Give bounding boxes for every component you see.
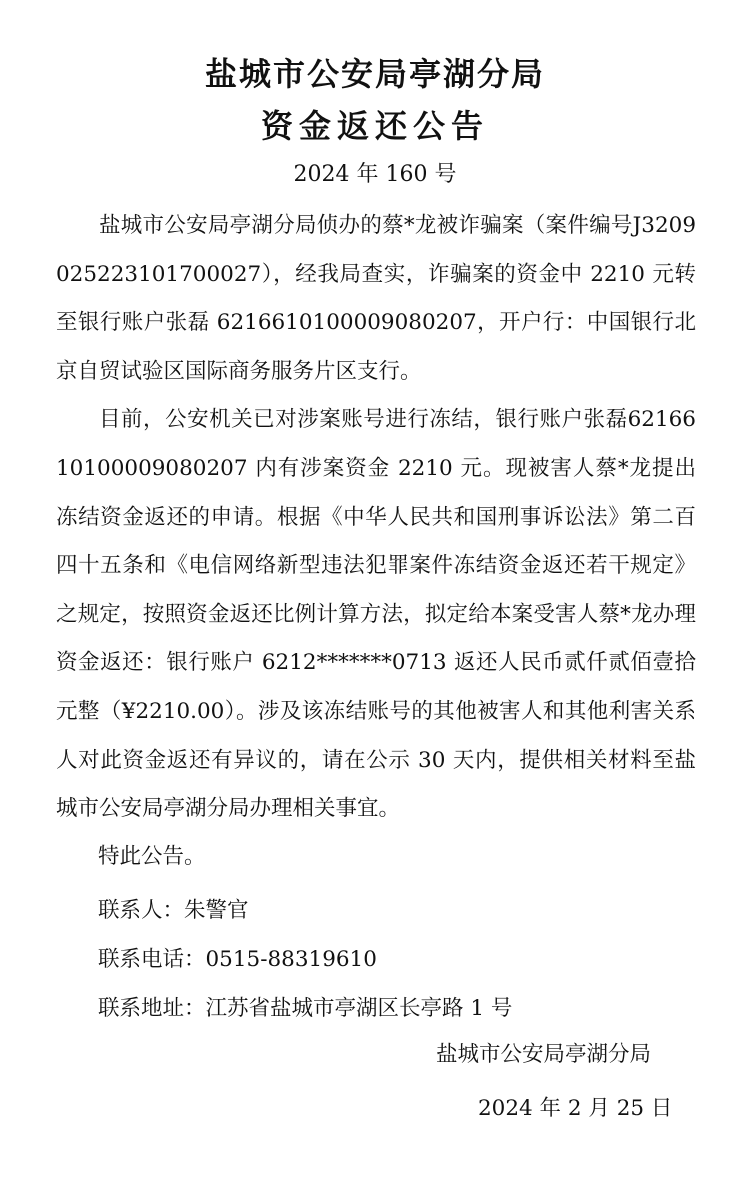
document-body <box>56 202 696 834</box>
document-title-line1: 盐城市公安局亭湖分局 <box>204 55 545 93</box>
document-title-line2: 资金返还公告 <box>260 107 489 145</box>
issue-date: 2024 年 2 月 25 日 <box>478 1096 673 1121</box>
paragraph-refund-notice: 目前，公安机关已对涉案账号进行冻结，银行账户张磊6216610100009080207 内有涉案资金 2210 元。现被害人蔡*龙提出冻结资金返还的申请。根据《中华人民共和国刑事诉讼法》第二百四十五条和《电信网络新型违法犯罪案件冻结资金返还若干规定》之规定，按照资金返还比例计算方法，拟定给本案受害人蔡*龙办理资金返还：银行账户 6212*******0713 返还人民币贰仟贰佰壹拾元整（¥2210.00）。涉及该冻结账号的其他被害人和其他利害关系人对此资金返还有异议的，请在公示 30 天内，提供相关材料至盐城市公安局亭湖分局办理相关事宜。 <box>56 407 696 822</box>
paragraph-case-details: 盐城市公安局亭湖分局侦办的蔡*龙被诈骗案（案件编号J320902522310170002​7），经我局查实，诈骗案的资金中 2210 元转至银行账户张磊 6216610100009080207，开户行：中国银行北京自贸试验区国际商务服务片区支行。 <box>56 213 696 384</box>
closing-notice: 特此公告。 <box>98 844 206 869</box>
contact-address: 联系地址：江苏省盐城市亭湖区长亭路 1 号 <box>98 996 513 1021</box>
contact-person: 联系人：朱警官 <box>98 898 249 923</box>
contact-phone: 联系电话：0515-88319610 <box>98 947 377 972</box>
issuer-signature: 盐城市公安局亭湖分局 <box>436 1042 652 1067</box>
document-number: 2024 年 160 号 <box>293 162 457 187</box>
